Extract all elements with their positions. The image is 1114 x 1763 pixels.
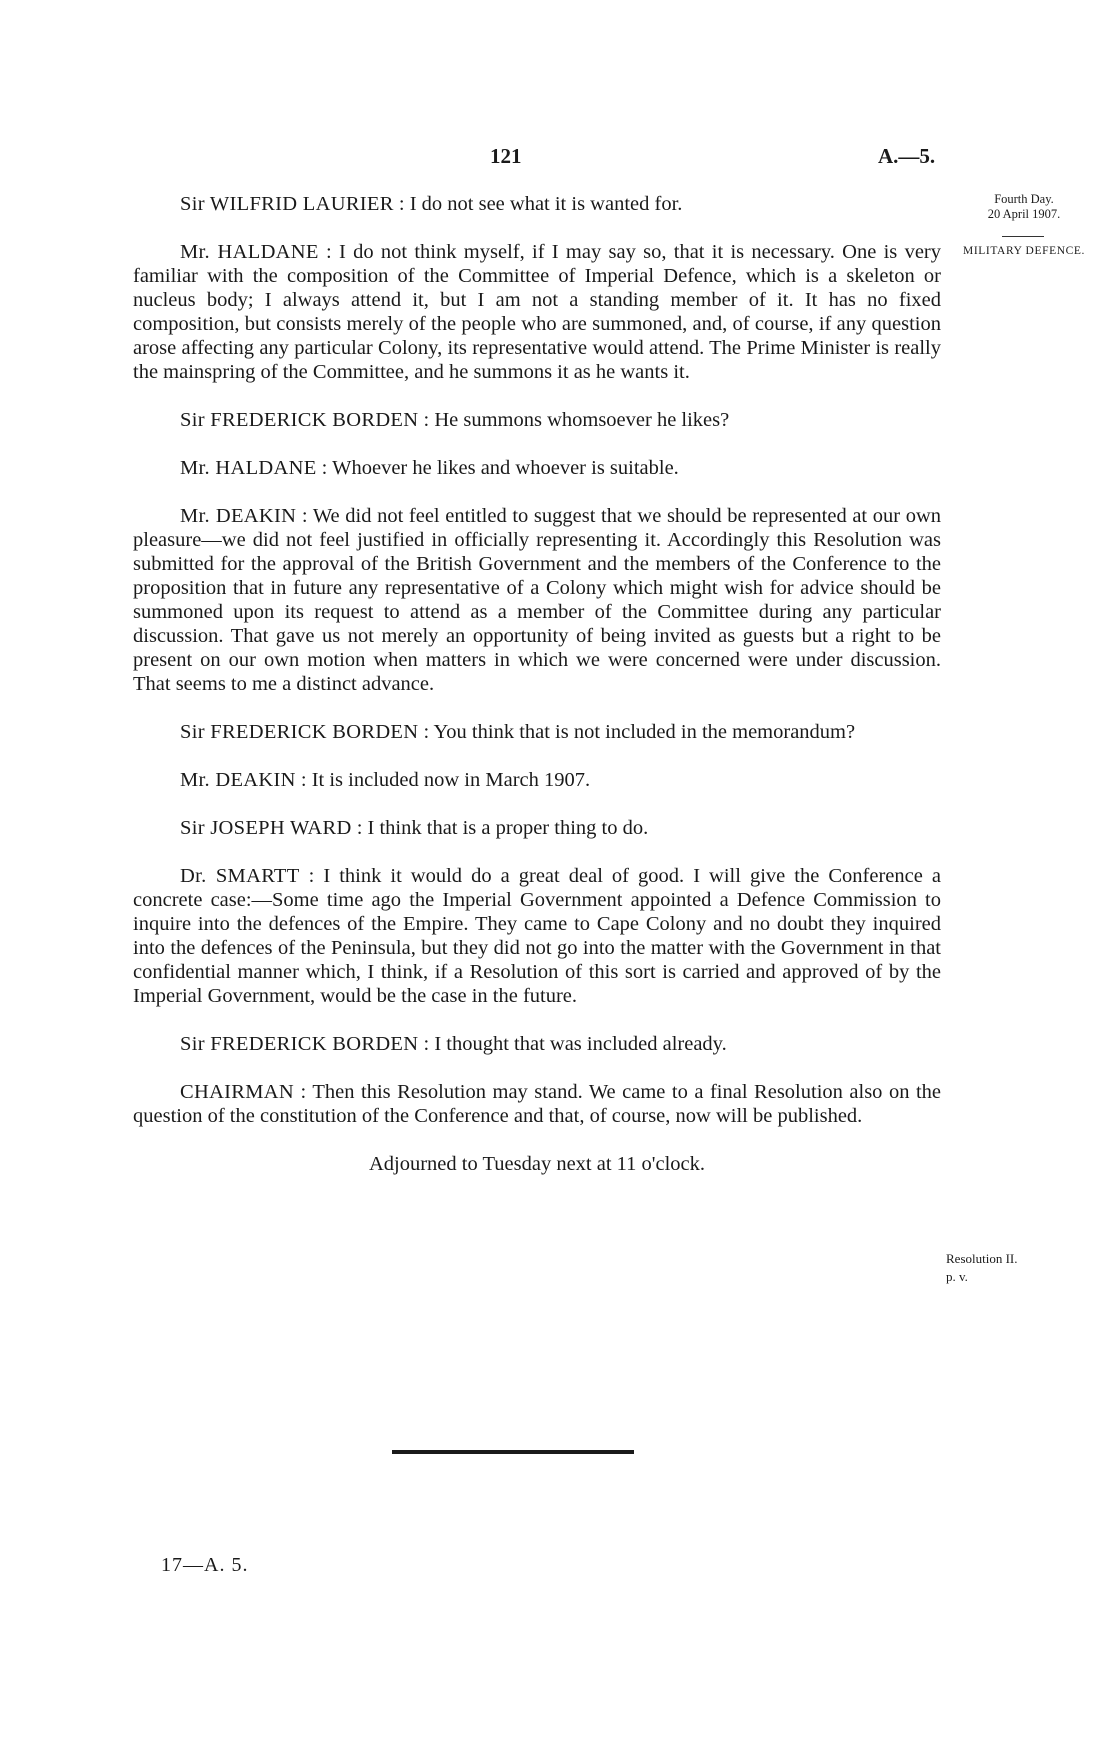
- speaker-name: Mr. HALDANE: [180, 457, 317, 479]
- speaker-name: Sir JOSEPH WARD: [180, 817, 352, 839]
- margin-note-resolution-ref: p. v.: [946, 1269, 968, 1284]
- speech-paragraph: Mr. DEAKIN : We did not feel entitled to suggest that we should be represented at our own pleasure—we did not feel justified in officially representing it. Accordingly this Resolution was submitted for the approval of the British Government and the members of the Conference to the proposition that in future any representative of a Colony which might wish for advice should be summoned upon its request to attend as a member of the Committee during any particular discussion. That gave us not merely an opportunity of being invited as guests but a right to be present on our own motion when matters in which we were concerned were under discussion. That seems to me a distinct advance.: [133, 505, 941, 695]
- speech-paragraph: Mr. DEAKIN : It is included now in March 1907.: [180, 769, 591, 791]
- margin-note-resolution: [946, 1250, 1106, 1286]
- speech-text: I thought that was included already.: [434, 1033, 727, 1055]
- speech-paragraph: Sir JOSEPH WARD : I think that is a proper thing to do.: [180, 817, 649, 839]
- margin-note-topic: MILITARY DEFENCE.: [963, 245, 1085, 257]
- page-number: 121: [490, 144, 522, 168]
- speech-paragraph: Mr. HALDANE : Whoever he likes and whoever is suitable.: [180, 457, 679, 479]
- speech-paragraph: Sir FREDERICK BORDEN : He summons whomsoever he likes?: [180, 409, 730, 431]
- speech-text: We did not feel entitled to suggest that we should be represented at our own pleasure—we did not feel justified in officially representing it. Accordingly this Resolution was submitted for the approval of the British Government and the members of the Conference to the proposition that in future any representative of a Colony which might wish for advice should be summoned upon its request to attend as a member of the Committee during any particular discussion. That gave us not merely an opportunity of being invited as guests but a right to be present on our own motion when matters in which we were concerned were under discussion. That seems to me a distinct advance.: [133, 505, 941, 695]
- speaker-name: Mr. DEAKIN: [180, 505, 297, 527]
- speech-text: Then this Resolution may stand. We came to a final Resolution also on the question of the constitution of the Conference and that, of course, now will be published.: [133, 1081, 942, 1127]
- margin-note-date-value: 20 April 1907.: [987, 207, 1061, 221]
- speech-text: It is included now in March 1907.: [311, 769, 591, 791]
- margin-note-date: [960, 192, 1088, 222]
- speech-text: I do not see what it is wanted for.: [409, 193, 683, 215]
- speaker-name: Sir FREDERICK BORDEN: [180, 1033, 419, 1055]
- speaker-name: Dr. SMARTT: [180, 865, 300, 887]
- speaker-name: CHAIRMAN: [180, 1081, 295, 1103]
- speech-text: I think that is a proper thing to do.: [367, 817, 649, 839]
- speech-text: He summons whomsoever he likes?: [434, 409, 730, 431]
- document-series: A.—5.: [878, 144, 936, 168]
- speech-text: I do not think myself, if I may say so, that it is necessary. One is very familiar with the composition of the Committee of Imperial Defence, which is a skeleton or nucleus body; I always attend it, but I am not a standing member of it. It has no fixed composition, but consists merely of the people who are summoned, and, of course, if any question arose affecting any particular Colony, its representative would attend. The Prime Minister is really the mainspring of the Committee, and he summons it as he wants it.: [133, 241, 941, 383]
- speaker-name: Mr. HALDANE: [180, 241, 319, 263]
- speech-text: Whoever he likes and whoever is suitable.: [332, 457, 679, 479]
- speech-paragraph: Mr. HALDANE : I do not think myself, if I may say so, that it is necessary. One is very familiar with the composition of the Committee of Imperial Defence, which is a skeleton or nucleus body; I always attend it, but I am not a standing member of it. It has no fixed composition, but consists merely of the people who are summoned, and, of course, if any question arose affecting any particular Colony, its representative would attend. The Prime Minister is really the mainspring of the Committee, and he summons it as he wants it.: [133, 241, 941, 383]
- speech-paragraph: CHAIRMAN : Then this Resolution may stand. We came to a final Resolution also on the question of the constitution of the Conference and that, of course, now will be published.: [133, 1081, 942, 1127]
- margin-note-divider: [1002, 236, 1044, 237]
- speaker-name: Mr. DEAKIN: [180, 769, 296, 791]
- speaker-name: Sir FREDERICK BORDEN: [180, 409, 419, 431]
- speaker-name: Sir FREDERICK BORDEN: [180, 721, 419, 743]
- adjournment-note: Adjourned to Tuesday next at 11 o'clock.: [368, 1153, 706, 1175]
- speech-paragraph: Sir FREDERICK BORDEN : I thought that was included already.: [180, 1033, 727, 1055]
- speech-text: You think that is not included in the memorandum?: [433, 721, 856, 743]
- margin-note-day: Fourth Day.: [994, 192, 1054, 206]
- margin-note-resolution-title: Resolution II.: [946, 1251, 1018, 1266]
- speech-paragraph: Dr. SMARTT : I think it would do a great deal of good. I will give the Conference a concrete case:—Some time ago the Imperial Government appointed a Defence Commission to inquire into the defences of the Empire. They came to Cape Colony and no doubt they inquired into the defences of the Peninsula, but they did not go into the matter with the Government in that confidential manner which, I think, if a Resolution of this sort is carried and approved of by the Imperial Government, would be the case in the future.: [133, 865, 941, 1007]
- speaker-name: Sir WILFRID LAURIER: [180, 193, 394, 215]
- speech-text: I think it would do a great deal of good. I will give the Conference a concrete case:—Some time ago the Imperial Government appointed a Defence Commission to inquire into the defences of the Empire. They came to Cape Colony and no doubt they inquired into the defences of the Peninsula, but they did not go into the matter with the Government in that confidential manner which, I think, if a Resolution of this sort is carried and approved of by the Imperial Government, would be the case in the future.: [133, 865, 941, 1007]
- transcript-body: [133, 192, 941, 1200]
- speech-paragraph: Sir WILFRID LAURIER : I do not see what it is wanted for.: [180, 193, 683, 215]
- closing-rule: [392, 1450, 634, 1454]
- printer-signature: 17—A. 5.: [161, 1554, 249, 1576]
- speech-paragraph: Sir FREDERICK BORDEN : You think that is not included in the memorandum?: [180, 721, 856, 743]
